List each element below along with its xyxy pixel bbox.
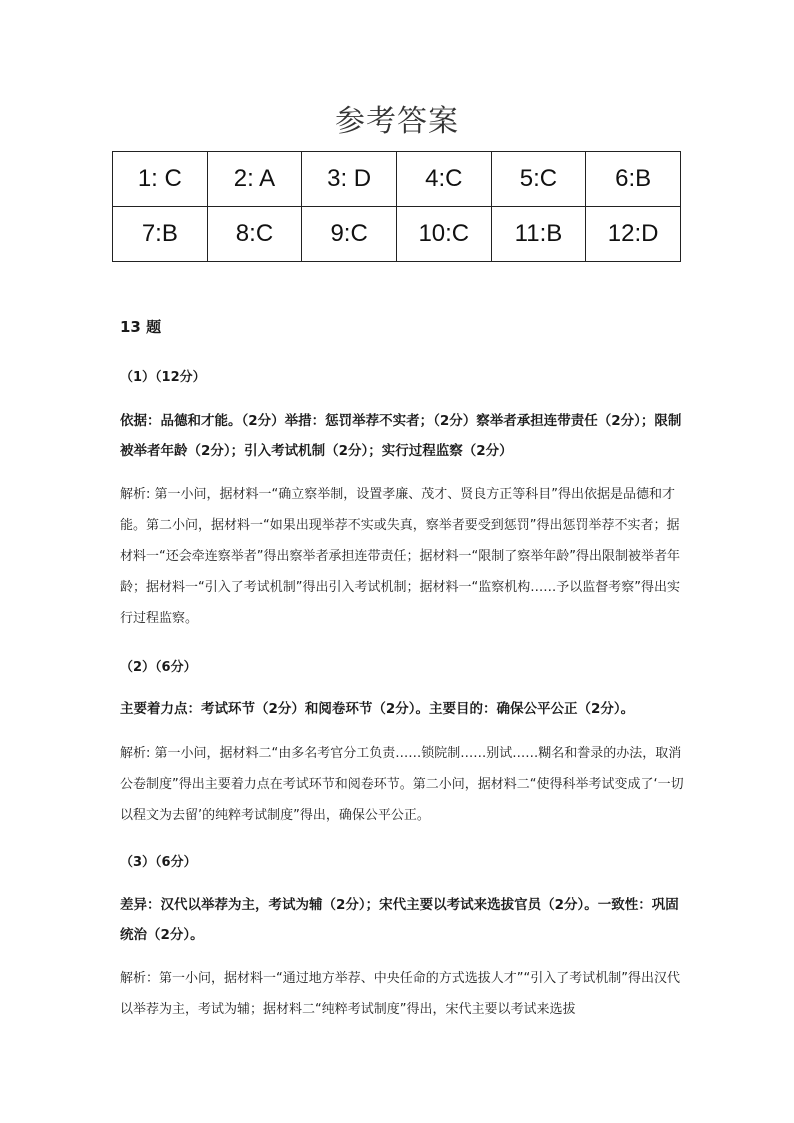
part-2-label: （2）（6分） [120,660,197,675]
answer-cell: 11:B [491,207,586,262]
page-title: 参考答案 [335,104,459,139]
answer-table [112,151,681,262]
answer-cell: 9:C [302,207,397,262]
answer-cell: 4:C [396,152,491,207]
answer-cell: 12:D [586,207,681,262]
part-3-label: （3）（6分） [120,855,197,870]
part-3-analysis: 解析：第一小问，据材料一“通过地方举荐、中央任命的方式选拔人才”“引入了考试机制”得出汉代以举荐为主，考试为辅；据材料二“纯粹考试制度”得出，宋代主要以考试来选拔 [120,971,680,1017]
part-2-answer: 主要着力点：考试环节（2分）和阅卷环节（2分）。主要目的：确保公平公正（2分）。 [120,701,635,717]
part-1-answer: 依据：品德和才能。（2分）举措：惩罚举荐不实者；（2分）察举者承担连带责任（2分）；限制被举者年龄（2分）；引入考试机制（2分）；实行过程监察（2分） [120,413,682,459]
answer-cell: 8:C [207,207,302,262]
part-3-answer: 差异：汉代以举荐为主，考试为辅（2分）；宋代主要以考试来选拔官员（2分）。一致性：巩固统治（2分）。 [120,897,679,943]
answer-cell: 10:C [396,207,491,262]
answer-cell: 1: C [113,152,208,207]
answer-cell: 6:B [586,152,681,207]
part-2-analysis: 解析: 第一小问，据材料二“由多名考官分工负责……锁院制……别试……糊名和誊录的办法，取消公卷制度”得出主要着力点在考试环节和阅卷环节。第二小问，据材料二“使得科举考试变成了‘一切以程文为去留’的纯粹考试制度”得出，确保公平公正。 [120,746,684,823]
part-1-label: （1）（12分） [120,370,206,385]
table-row [113,207,681,262]
answer-cell: 2: A [207,152,302,207]
part-1-analysis: 解析: 第一小问，据材料一“确立察举制，设置孝廉、茂才、贤良方正等科目”得出依据是品德和才能。第二小问，据材料一“如果出现举荐不实或失真，察举者要受到惩罚”得出惩罚举荐不实者；据材料一“还会牵连察举者”得出察举者承担连带责任；据材料一“限制了察举年龄”得出限制被举者年龄；据材料一“引入了考试机制”得出引入考试机制；据材料一“监察机构……予以监督考察”得出实行过程监察。 [120,487,680,626]
table-row [113,152,681,207]
answer-cell: 5:C [491,152,586,207]
question-13-heading: 13 题 [120,318,162,336]
answer-cell: 3: D [302,152,397,207]
answer-cell: 7:B [113,207,208,262]
